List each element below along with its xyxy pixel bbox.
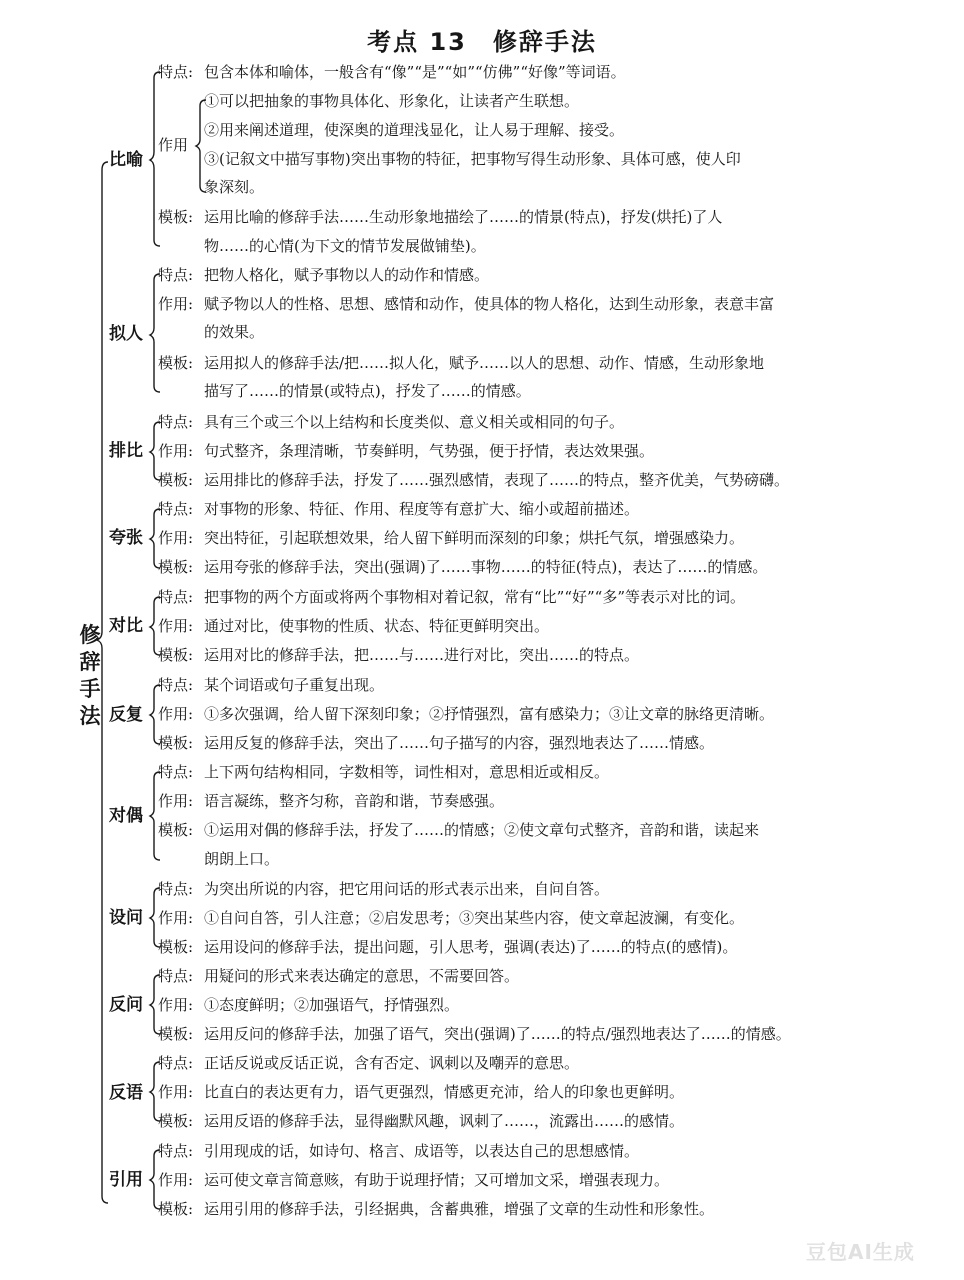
biyu-zuoyong-2: ②用来阐述道理，使深奥的道理浅显化，让人易于理解、接受。 (204, 121, 625, 139)
biyu-zuoyong-3-cont: 象深刻。 (204, 178, 265, 196)
kuazhang-muban: 运用夸张的修辞手法，突出(强调)了……事物……的特征(特点)，表达了……的情感。 (204, 558, 768, 576)
label-muban: 模板: (158, 1200, 194, 1218)
label-tedian: 特点: (158, 588, 194, 606)
label-zuoyong: 作用: (158, 442, 194, 460)
watermark: 豆包AI生成 (806, 1240, 915, 1264)
niren-muban: 运用拟人的修辞手法/把……拟人化，赋予……以人的思想、动作、情感，生动形象地 (204, 354, 765, 372)
niren-zuoyong: 赋予物以人的性格、思想、感情和动作，使具体的物人格化，达到生动形象，表意丰富 (204, 295, 775, 313)
biyu-zuoyong-3: ③(记叙文中描写事物)突出事物的特征，把事物写得生动形象、具体可感，使人印 (204, 150, 741, 168)
label-zuoyong: 作用 (158, 136, 189, 154)
niren-zuoyong-cont: 的效果。 (204, 323, 265, 341)
label-tedian: 特点: (158, 967, 194, 985)
kuazhang-zuoyong: 突出特征，引起联想效果，给人留下鲜明而深刻的印象；烘托气氛，增强感染力。 (204, 529, 745, 547)
shewen-muban: 运用设问的修辞手法，提出问题，引人思考，强调(表达)了……的特点(的感情)。 (204, 938, 738, 956)
label-zuoyong: 作用: (158, 909, 194, 927)
shewen-zuoyong: ①自问自答，引人注意；②启发思考；③突出某些内容，使文章起波澜，有变化。 (204, 909, 745, 927)
yinyong-muban: 运用引用的修辞手法，引经据典，含蓄典雅，增强了文章的生动性和形象性。 (204, 1200, 715, 1218)
category-kuazhang: 夸张 (109, 528, 143, 548)
label-zuoyong: 作用: (158, 996, 194, 1014)
kuazhang-tedian: 对事物的形象、特征、作用、程度等有意扩大、缩小或超前描述。 (204, 500, 640, 518)
biyu-zuoyong-1: ①可以把抽象的事物具体化、形象化，让读者产生联想。 (204, 92, 580, 110)
label-zuoyong: 作用: (158, 1171, 194, 1189)
label-tedian: 特点: (158, 413, 194, 431)
fanwen-zuoyong: ①态度鲜明；②加强语气，抒情强烈。 (204, 996, 460, 1014)
category-paibi: 排比 (109, 441, 143, 461)
yinyong-zuoyong: 运可使文章言简意赅，有助于说理抒情；又可增加文采，增强表现力。 (204, 1171, 670, 1189)
label-tedian: 特点: (158, 63, 194, 81)
label-muban: 模板: (158, 1025, 194, 1043)
label-tedian: 特点: (158, 1054, 194, 1072)
label-muban: 模板: (158, 208, 194, 226)
label-muban: 模板: (158, 734, 194, 752)
category-duibi: 对比 (109, 616, 143, 636)
label-muban: 模板: (158, 646, 194, 664)
label-zuoyong: 作用: (158, 705, 194, 723)
fanyu-zuoyong: 比直白的表达更有力，语气更强烈，情感更充沛，给人的印象也更鲜明。 (204, 1083, 685, 1101)
label-zuoyong: 作用: (158, 617, 194, 635)
biyu-tedian: 包含本体和喻体，一般含有“像”“是”“如”“仿佛”“好像”等词语。 (204, 63, 626, 81)
category-shewen: 设问 (109, 908, 143, 928)
paibi-tedian: 具有三个或三个以上结构和长度类似、意义相关或相同的句子。 (204, 413, 625, 431)
label-zuoyong: 作用: (158, 1083, 194, 1101)
label-tedian: 特点: (158, 500, 194, 518)
paibi-zuoyong: 句式整齐，条理清晰，节奏鲜明，气势强，便于抒情，表达效果强。 (204, 442, 655, 460)
label-muban: 模板: (158, 558, 194, 576)
fanyu-tedian: 正话反说或反话正说，含有否定、讽刺以及嘲弄的意思。 (204, 1054, 580, 1072)
category-fanyu: 反语 (109, 1083, 143, 1103)
duibi-muban: 运用对比的修辞手法，把……与……进行对比，突出……的特点。 (204, 646, 640, 664)
label-zuoyong: 作用: (158, 529, 194, 547)
shewen-tedian: 为突出所说的内容，把它用问话的形式表示出来，自问自答。 (204, 880, 610, 898)
category-fanfu: 反复 (109, 705, 143, 725)
category-niren: 拟人 (109, 324, 143, 344)
category-duiou: 对偶 (109, 806, 143, 826)
duiou-muban: ①运用对偶的修辞手法，抒发了……的情感；②使文章句式整齐，音韵和谐，读起来 (204, 821, 760, 839)
niren-tedian: 把物人格化，赋予事物以人的动作和情感。 (204, 266, 490, 284)
label-zuoyong: 作用: (158, 792, 194, 810)
label-muban: 模板: (158, 821, 194, 839)
fanfu-muban: 运用反复的修辞手法，突出了……句子描写的内容，强烈地表达了……情感。 (204, 734, 715, 752)
niren-muban-cont: 描写了……的情景(或特点)，抒发了……的情感。 (204, 382, 531, 400)
category-fanwen: 反问 (109, 995, 143, 1015)
duiou-muban-cont: 朗朗上口。 (204, 850, 280, 868)
topic-label: 修辞手法 (79, 623, 101, 728)
label-tedian: 特点: (158, 676, 194, 694)
label-zuoyong: 作用: (158, 295, 194, 313)
fanwen-muban: 运用反问的修辞手法，加强了语气，突出(强调)了……的特点/强烈地表达了……的情感。 (204, 1025, 791, 1043)
label-muban: 模板: (158, 1112, 194, 1130)
label-tedian: 特点: (158, 880, 194, 898)
duibi-tedian: 把事物的两个方面或将两个事物相对着记叙，常有“比”“好”“多”等表示对比的词。 (204, 588, 746, 606)
label-muban: 模板: (158, 938, 194, 956)
fanfu-tedian: 某个词语或句子重复出现。 (204, 676, 385, 694)
fanwen-tedian: 用疑问的形式来表达确定的意思，不需要回答。 (204, 967, 520, 985)
duiou-tedian: 上下两句结构相同，字数相等，词性相对，意思相近或相反。 (204, 763, 610, 781)
label-muban: 模板: (158, 354, 194, 372)
category-yinyong: 引用 (109, 1170, 143, 1190)
duibi-zuoyong: 通过对比，使事物的性质、状态、特征更鲜明突出。 (204, 617, 550, 635)
category-biyu: 比喻 (109, 150, 143, 170)
page-title: 考点 13 修辞手法 (367, 28, 597, 56)
fanfu-zuoyong: ①多次强调，给人留下深刻印象；②抒情强烈，富有感染力；③让文章的脉络更清晰。 (204, 705, 775, 723)
paibi-muban: 运用排比的修辞手法，抒发了……强烈感情，表现了……的特点，整齐优美，气势磅礴。 (204, 471, 790, 489)
label-tedian: 特点: (158, 763, 194, 781)
duiou-zuoyong: 语言凝练，整齐匀称，音韵和谐，节奏感强。 (204, 792, 505, 810)
fanyu-muban: 运用反语的修辞手法，显得幽默风趣，讽刺了……，流露出……的感情。 (204, 1112, 685, 1130)
label-tedian: 特点: (158, 1142, 194, 1160)
biyu-muban: 运用比喻的修辞手法……生动形象地描绘了……的情景(特点)，抒发(烘托)了人 (204, 208, 723, 226)
biyu-muban-cont: 物……的心情(为下文的情节发展做铺垫)。 (204, 237, 486, 255)
yinyong-tedian: 引用现成的话，如诗句、格言、成语等，以表达自己的思想感情。 (204, 1142, 640, 1160)
label-tedian: 特点: (158, 266, 194, 284)
label-muban: 模板: (158, 471, 194, 489)
